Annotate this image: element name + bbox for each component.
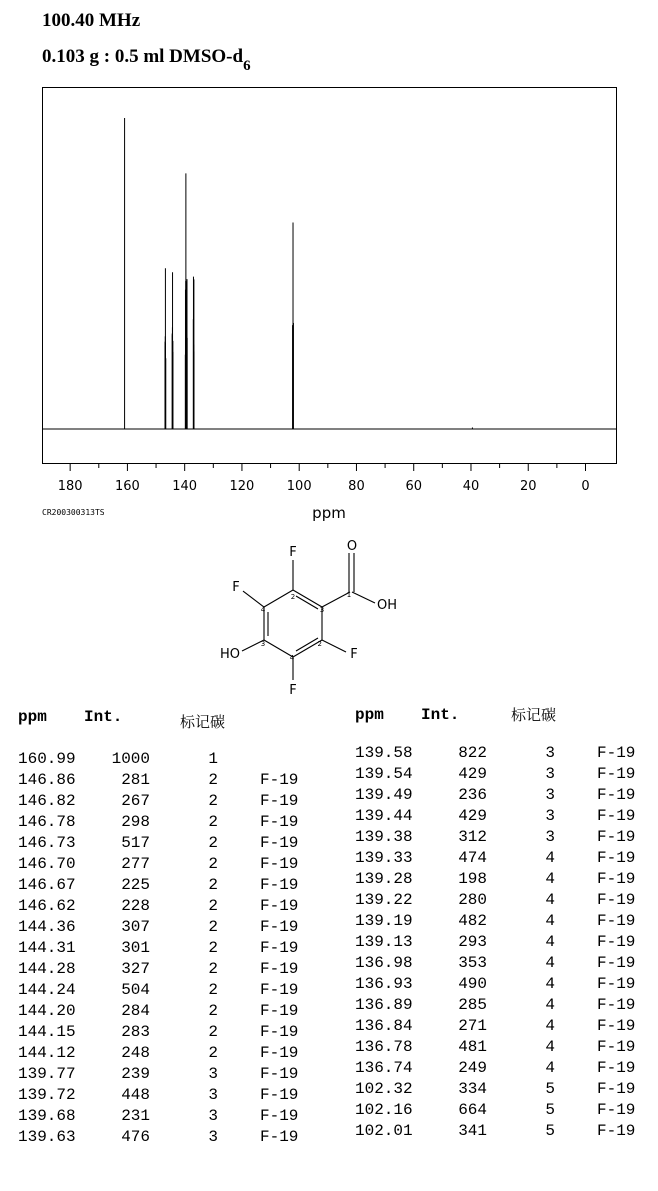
ppm-cell: 146.62 — [18, 897, 76, 915]
coupling-cell: F-19 — [260, 981, 299, 999]
carbon-cell: 4 — [545, 912, 555, 930]
table-row — [355, 1122, 655, 1143]
x-tick-label: 40 — [462, 479, 480, 494]
table-row — [18, 1128, 318, 1149]
coupling-cell: F-19 — [597, 744, 636, 762]
carbon-cell: 2 — [208, 1002, 218, 1020]
ppm-cell: 139.54 — [355, 765, 413, 783]
peak-table-left — [18, 708, 318, 1168]
carbon-number: 4 — [289, 654, 295, 662]
carbon-cell: 2 — [208, 855, 218, 873]
table-row — [355, 996, 655, 1017]
ppm-cell: 136.89 — [355, 996, 413, 1014]
ppm-cell: 146.73 — [18, 834, 76, 852]
intensity-cell: 822 — [458, 744, 487, 762]
intensity-cell: 298 — [121, 813, 150, 831]
ppm-cell: 144.15 — [18, 1023, 76, 1041]
coupling-cell: F-19 — [260, 897, 299, 915]
ppm-cell: 102.01 — [355, 1122, 413, 1140]
coupling-cell: F-19 — [260, 918, 299, 936]
ppm-cell: 139.68 — [18, 1107, 76, 1125]
column-header-carbon: 标记碳 — [180, 713, 226, 731]
carbon-cell: 2 — [208, 897, 218, 915]
coupling-cell: F-19 — [597, 1080, 636, 1098]
coupling-cell: F-19 — [260, 771, 299, 789]
peak-group — [125, 118, 473, 429]
intensity-cell: 481 — [458, 1038, 487, 1056]
ppm-cell: 144.36 — [18, 918, 76, 936]
coupling-cell: F-19 — [597, 975, 636, 993]
carbon-cell: 3 — [208, 1086, 218, 1104]
table-row — [18, 1002, 318, 1023]
carbon-number: 2 — [317, 640, 322, 648]
carbon-cell: 4 — [545, 954, 555, 972]
table-row — [355, 954, 655, 975]
nmr-spectrum-chart — [0, 0, 658, 540]
ppm-cell: 139.63 — [18, 1128, 76, 1146]
coupling-cell: F-19 — [597, 954, 636, 972]
coupling-cell: F-19 — [260, 960, 299, 978]
carbon-cell: 4 — [545, 1059, 555, 1077]
table-row — [355, 786, 655, 807]
ppm-cell: 136.93 — [355, 975, 413, 993]
column-header-intensity: Int. — [421, 706, 460, 724]
ppm-cell: 146.67 — [18, 876, 76, 894]
carbon-cell: 4 — [545, 1017, 555, 1035]
coupling-cell: F-19 — [597, 828, 636, 846]
intensity-cell: 267 — [121, 792, 150, 810]
carbon-cell: 3 — [545, 786, 555, 804]
x-axis-label: ppm — [312, 504, 346, 522]
intensity-cell: 249 — [458, 1059, 487, 1077]
column-header-ppm: ppm — [18, 708, 47, 726]
coupling-cell: F-19 — [597, 1038, 636, 1056]
table-row — [18, 855, 318, 876]
carbon-cell: 3 — [545, 807, 555, 825]
x-tick-label: 100 — [286, 479, 312, 494]
coupling-cell: F-19 — [597, 786, 636, 804]
carbon-cell: 4 — [545, 1038, 555, 1056]
intensity-cell: 293 — [458, 933, 487, 951]
atom-label: F — [232, 580, 240, 595]
intensity-cell: 429 — [458, 807, 487, 825]
table-row — [355, 1101, 655, 1122]
intensity-cell: 1000 — [111, 750, 150, 768]
intensity-cell: 239 — [121, 1065, 150, 1083]
table-row — [355, 1059, 655, 1080]
intensity-cell: 307 — [121, 918, 150, 936]
table-row — [18, 813, 318, 834]
coupling-cell: F-19 — [597, 807, 636, 825]
carbon-cell: 3 — [208, 1128, 218, 1146]
intensity-cell: 225 — [121, 876, 150, 894]
coupling-cell: F-19 — [597, 765, 636, 783]
ppm-cell: 139.49 — [355, 786, 413, 804]
ppm-cell: 146.86 — [18, 771, 76, 789]
ppm-cell: 136.78 — [355, 1038, 413, 1056]
ppm-cell: 160.99 — [18, 750, 76, 768]
ppm-cell: 144.12 — [18, 1044, 76, 1062]
intensity-cell: 476 — [121, 1128, 150, 1146]
ppm-cell: 144.24 — [18, 981, 76, 999]
carbon-cell: 3 — [545, 765, 555, 783]
coupling-cell: F-19 — [260, 792, 299, 810]
intensity-cell: 248 — [121, 1044, 150, 1062]
carbon-cell: 3 — [545, 744, 555, 762]
x-axis-ticks — [70, 463, 585, 471]
ppm-cell: 139.72 — [18, 1086, 76, 1104]
table-row — [355, 891, 655, 912]
intensity-cell: 517 — [121, 834, 150, 852]
ppm-cell: 139.28 — [355, 870, 413, 888]
intensity-cell: 490 — [458, 975, 487, 993]
x-axis-tick-labels — [58, 479, 590, 494]
table-row — [18, 792, 318, 813]
table-row — [355, 870, 655, 891]
intensity-cell: 448 — [121, 1086, 150, 1104]
x-tick-label: 20 — [519, 479, 537, 494]
atom-label: OH — [377, 598, 398, 613]
carbon-cell: 4 — [545, 849, 555, 867]
coupling-cell: F-19 — [597, 1017, 636, 1035]
intensity-cell: 280 — [458, 891, 487, 909]
intensity-cell: 283 — [121, 1023, 150, 1041]
table-row — [18, 918, 318, 939]
coupling-cell: F-19 — [597, 849, 636, 867]
table-row — [18, 939, 318, 960]
carbon-cell: 2 — [208, 771, 218, 789]
carbon-cell: 4 — [545, 996, 555, 1014]
intensity-cell: 341 — [458, 1122, 487, 1140]
table-row — [355, 975, 655, 996]
ppm-cell: 136.84 — [355, 1017, 413, 1035]
ppm-cell: 144.28 — [18, 960, 76, 978]
ppm-cell: 144.20 — [18, 1002, 76, 1020]
column-header-carbon: 标记碳 — [511, 706, 557, 724]
coupling-cell: F-19 — [260, 939, 299, 957]
ppm-cell: 146.70 — [18, 855, 76, 873]
coupling-cell: F-19 — [597, 1122, 636, 1140]
column-header-intensity: Int. — [84, 708, 123, 726]
table-row — [18, 1107, 318, 1128]
molecule-structure — [210, 532, 430, 702]
x-tick-label: 0 — [581, 479, 590, 494]
table-row — [355, 849, 655, 870]
intensity-cell: 228 — [121, 897, 150, 915]
coupling-cell: F-19 — [260, 1023, 299, 1041]
table-row — [355, 807, 655, 828]
intensity-cell: 301 — [121, 939, 150, 957]
table-row — [18, 876, 318, 897]
coupling-cell: F-19 — [260, 834, 299, 852]
carbon-number: 2 — [290, 593, 296, 601]
table-row — [355, 828, 655, 849]
coupling-cell: F-19 — [260, 813, 299, 831]
intensity-cell: 231 — [121, 1107, 150, 1125]
coupling-cell: F-19 — [597, 1101, 636, 1119]
table-row — [355, 765, 655, 786]
carbon-cell: 1 — [208, 750, 218, 768]
ppm-cell: 146.78 — [18, 813, 76, 831]
carbon-cell: 2 — [208, 960, 218, 978]
intensity-cell: 312 — [458, 828, 487, 846]
intensity-cell: 198 — [458, 870, 487, 888]
table-row — [18, 960, 318, 981]
coupling-cell: F-19 — [260, 1002, 299, 1020]
atom-label: F — [350, 647, 358, 662]
table-row — [355, 1080, 655, 1101]
coupling-cell: F-19 — [260, 1128, 299, 1146]
table-row — [18, 750, 318, 771]
carbon-cell: 3 — [208, 1107, 218, 1125]
ppm-cell: 139.77 — [18, 1065, 76, 1083]
intensity-cell: 285 — [458, 996, 487, 1014]
carbon-cell: 2 — [208, 1023, 218, 1041]
table-row — [355, 1017, 655, 1038]
carbon-cell: 4 — [545, 891, 555, 909]
carbon-cell: 3 — [545, 828, 555, 846]
ppm-cell: 136.98 — [355, 954, 413, 972]
intensity-cell: 334 — [458, 1080, 487, 1098]
table-row — [18, 834, 318, 855]
plot-frame — [43, 88, 617, 464]
table-row — [18, 771, 318, 792]
carbon-cell: 2 — [208, 981, 218, 999]
intensity-cell: 482 — [458, 912, 487, 930]
ppm-cell: 102.32 — [355, 1080, 413, 1098]
x-tick-label: 180 — [57, 479, 83, 494]
table-row — [18, 1086, 318, 1107]
ppm-cell: 139.58 — [355, 744, 413, 762]
table-row — [18, 981, 318, 1002]
carbon-cell: 2 — [208, 813, 218, 831]
coupling-cell: F-19 — [597, 933, 636, 951]
carbon-cell: 2 — [208, 834, 218, 852]
intensity-cell: 327 — [121, 960, 150, 978]
carbon-cell: 5 — [545, 1122, 555, 1140]
intensity-cell: 271 — [458, 1017, 487, 1035]
coupling-cell: F-19 — [597, 891, 636, 909]
ppm-cell: 139.44 — [355, 807, 413, 825]
spectrum-code: CR200300313TS — [42, 508, 105, 517]
ppm-cell: 102.16 — [355, 1101, 413, 1119]
coupling-cell: F-19 — [260, 1065, 299, 1083]
ppm-cell: 144.31 — [18, 939, 76, 957]
x-tick-label: 140 — [172, 479, 198, 494]
intensity-cell: 504 — [121, 981, 150, 999]
ppm-cell: 139.38 — [355, 828, 413, 846]
coupling-cell: F-19 — [597, 912, 636, 930]
coupling-cell: F-19 — [260, 1107, 299, 1125]
carbon-cell: 5 — [545, 1080, 555, 1098]
table-row — [18, 1044, 318, 1065]
ppm-cell: 139.33 — [355, 849, 413, 867]
column-header-ppm: ppm — [355, 706, 384, 724]
coupling-cell: F-19 — [597, 870, 636, 888]
sample-text: 0.103 g : 0.5 ml DMSO-d — [42, 46, 244, 67]
intensity-cell: 353 — [458, 954, 487, 972]
carbon-cell: 2 — [208, 792, 218, 810]
peak-table-right — [355, 706, 655, 1166]
ppm-cell: 146.82 — [18, 792, 76, 810]
carbon-number: 3 — [319, 606, 325, 614]
table-row — [355, 1038, 655, 1059]
coupling-cell: F-19 — [260, 855, 299, 873]
table-row — [18, 1023, 318, 1044]
intensity-cell: 429 — [458, 765, 487, 783]
ppm-cell: 139.19 — [355, 912, 413, 930]
intensity-cell: 664 — [458, 1101, 487, 1119]
intensity-cell: 236 — [458, 786, 487, 804]
carbon-number: 3 — [260, 640, 266, 648]
table-row — [355, 912, 655, 933]
carbon-number: 1 — [346, 591, 352, 599]
carbon-cell: 2 — [208, 939, 218, 957]
x-tick-label: 60 — [405, 479, 422, 494]
carbon-cell: 3 — [208, 1065, 218, 1083]
coupling-cell: F-19 — [260, 1086, 299, 1104]
x-tick-label: 120 — [229, 479, 255, 494]
carbon-cell: 5 — [545, 1101, 555, 1119]
atom-label: HO — [219, 647, 240, 662]
ppm-cell: 136.74 — [355, 1059, 413, 1077]
coupling-cell: F-19 — [260, 1044, 299, 1062]
coupling-cell: F-19 — [260, 876, 299, 894]
x-tick-label: 80 — [348, 479, 365, 494]
carbon-cell: 4 — [545, 933, 555, 951]
intensity-cell: 281 — [121, 771, 150, 789]
carbon-cell: 2 — [208, 876, 218, 894]
coupling-cell: F-19 — [597, 996, 636, 1014]
intensity-cell: 284 — [121, 1002, 150, 1020]
intensity-cell: 474 — [458, 849, 487, 867]
x-tick-label: 160 — [115, 479, 140, 494]
intensity-cell: 277 — [121, 855, 150, 873]
atom-label: F — [289, 683, 297, 698]
table-row — [18, 897, 318, 918]
carbon-cell: 2 — [208, 918, 218, 936]
spectrometer-frequency: 100.40 MHz — [42, 10, 141, 31]
coupling-cell: F-19 — [597, 1059, 636, 1077]
sample-subscript: 6 — [243, 58, 251, 74]
table-row — [18, 1065, 318, 1086]
table-row — [355, 933, 655, 954]
carbon-cell: 4 — [545, 975, 555, 993]
carbon-cell: 4 — [545, 870, 555, 888]
table-row — [355, 744, 655, 765]
atom-label: F — [289, 545, 297, 560]
ppm-cell: 139.13 — [355, 933, 413, 951]
ppm-cell: 139.22 — [355, 891, 413, 909]
carbon-cell: 2 — [208, 1044, 218, 1062]
carbon-number: 4 — [260, 606, 266, 614]
atom-label: O — [346, 539, 358, 554]
